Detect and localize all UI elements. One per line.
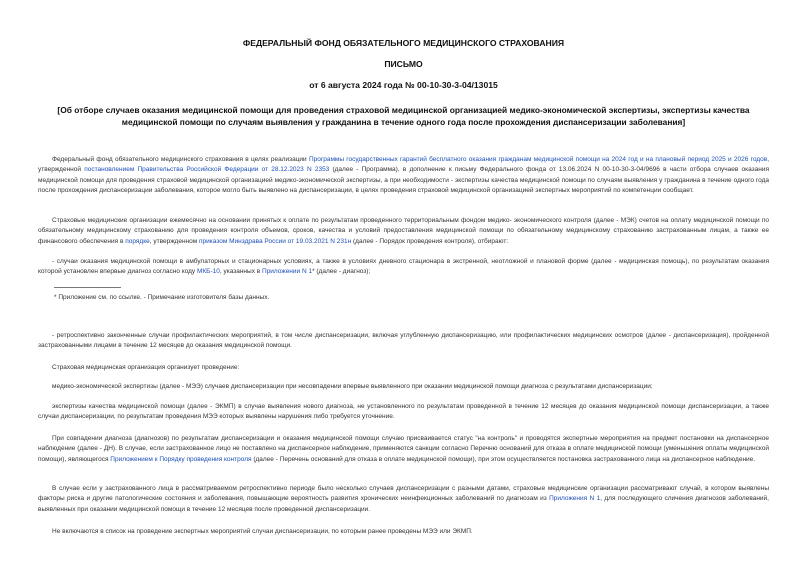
text: (далее - Порядок проведения контроля), отбирают: <box>351 237 509 245</box>
paragraph-insurance-organizations <box>38 216 769 247</box>
text: Страховые медицинские организации ежемесячно на основании принятых к оплате по результатам проведенного территориальным фондом медико- экономического контроля (далее - МЭК) счетов на оплату медицинской помощи по обязательному медицинскому страхованию для проведения контроля объемов, сроков, качества и условий предоставления медицинской помощи по обязательному медицинскому страхованию застрахованным лицам, а также ее финансового обеспечения в <box>38 217 769 245</box>
document-subject: [Об отборе случаев оказания медицинской помощи для проведения страховой медицинской организацией медико-экономической экспертизы, экспертизы качества медицинской помощи по случаям выявления у гражданина в течение одного года после прохождения диспансеризации заболевания] <box>57 105 750 127</box>
text: (далее - Программа), в дополнение к письму Федерального фонда от 13.06.2024 N 00-10-30-3-04/9696 в части отбора случаев оказания медицинской помощи для проведения страховой медицинской организацией медико-экономической экспертизы, а при необходимости - экспертизы качества медицинской помощи по случаям выявления у гражданина в течение одного года после прохождения диспансеризации заболевания, которое могло быть выявлено на диспансеризации, в целях проведения страховой медицинской организацией экспертных мероприятий по компетенции сообщает. <box>38 166 769 195</box>
appendix-1-link[interactable]: Приложения N 1 <box>549 495 601 503</box>
paragraph-exclusions: Не включаются в список на проведение экспертных мероприятий случаи диспансеризации, по которым ранее проведены МЭЭ или ЭКМП. <box>52 528 473 535</box>
paragraph-retrospective: - ретроспективно законченные случаи профилактических мероприятий, в том числе диспансеризации, включая углубленную диспансеризацию, или профилактических медицинских осмотров (далее - диспансеризация), пройденной застрахованными лицами в течение 12 месяцев до оказания медицинской помощи. <box>38 332 769 350</box>
text: (далее - Перечень оснований для отказа в оплате медицинской помощи), при этом осуществляется постановка застрахованного лица на диспансерное наблюдение. <box>251 455 756 463</box>
text: В случае если у застрахованного лица в рассматриваемом ретроспективно периоде было несколько случаев диспансеризации с разными датами, страховые медицинские организации рассматривают случай, в котором выявлены факторы риска и другие патологические состояния и заболевания, повышающие вероятность развития хронических неинфекционных заболеваний по диагнозам из <box>38 485 769 503</box>
text: , указанных в <box>219 268 263 276</box>
text: , утвержденной <box>38 156 769 174</box>
paragraph-cases <box>38 257 769 278</box>
document-type-heading: ПИСЬМО <box>384 59 423 69</box>
government-decree-link[interactable]: постановлением Правительства Российской Федерации от 28.12.2023 N 2353 <box>84 166 330 174</box>
paragraph-mee: медико-экономической экспертизы (далее - МЭЭ) случаев диспансеризации при несовпадении впервые выявленного при оказании медицинской помощи диагноза с результатами диспансеризации; <box>52 383 653 390</box>
icd10-link[interactable]: МКБ-10 <box>196 268 220 276</box>
paragraph-diagnosis-match <box>38 434 769 465</box>
footnote-divider <box>54 287 121 288</box>
appendix-1-link[interactable]: Приложении N 1 <box>262 268 313 276</box>
order-link[interactable]: порядке <box>125 237 150 245</box>
footnote: * Приложение см. по ссылке. - Примечание изготовителя базы данных. <box>54 294 270 301</box>
text: , для последующего сличения диагнозов заболеваний, выявленных при оказании медицинской помощи в течение 12 месяцев после проведенной диспансеризации. <box>38 495 769 513</box>
control-order-appendix-link[interactable]: Приложением к Порядку проведения контроля <box>110 455 252 463</box>
paragraph-multiple-cases <box>38 484 769 515</box>
text: , утвержденном <box>149 237 200 245</box>
paragraph-ekmp: экспертизы качества медицинской помощи (далее - ЭКМП) в случае выявления нового диагноза, не установленного по результатам проведенной в течение 12 месяцев до оказания медицинской помощи диспансеризации, а также случаи диспансеризации, по результатам проведения МЭЭ которых выявлены нарушения либо требуется уточнение. <box>38 403 769 421</box>
text: Федеральный фонд обязательного медицинского страхования в целях реализации <box>52 156 309 163</box>
text: * (далее - диагноз); <box>312 268 371 276</box>
paragraph-organizes: Страховая медицинская организация организует проведение: <box>52 364 240 371</box>
text: При совпадении диагноза (диагнозов) по результатам диспансеризации и оказания медицинской помощи случаю присваивается статус "на контроль" и проводятся экспертные мероприятия на предмет постановки на диспансерное наблюдение (далее - ДН). В случае, если застрахованное лицо не поставлено на диспансерное наблюдение, применяются санкции согласно Перечню оснований для отказа в оплате медицинской помощи (уменьшения оплаты медицинской помощи), являющегося <box>38 435 769 463</box>
date-number-heading: от 6 августа 2024 года № 00-10-30-3-04/13015 <box>309 80 498 90</box>
paragraph-intro <box>38 155 769 197</box>
program-link[interactable]: Программы государственных гарантий бесплатного оказания гражданам медицинской помощи на 2024 год и на плановый период 2025 и 2026 годов <box>308 156 768 163</box>
text: - случаи оказания медицинской помощи в амбулаторных и стационарных условиях, а также в условиях дневного стационара в экстренной, неотложной и плановой форме (далее - медицинская помощь), по результатам оказания которой установлен впервые диагноз согласно коду <box>38 258 769 276</box>
organization-heading: ФЕДЕРАЛЬНЫЙ ФОНД ОБЯЗАТЕЛЬНОГО МЕДИЦИНСКОГО СТРАХОВАНИЯ <box>242 38 565 48</box>
minzdrav-order-link[interactable]: приказом Минздрава России от 19.03.2021 N 231н <box>199 237 352 245</box>
